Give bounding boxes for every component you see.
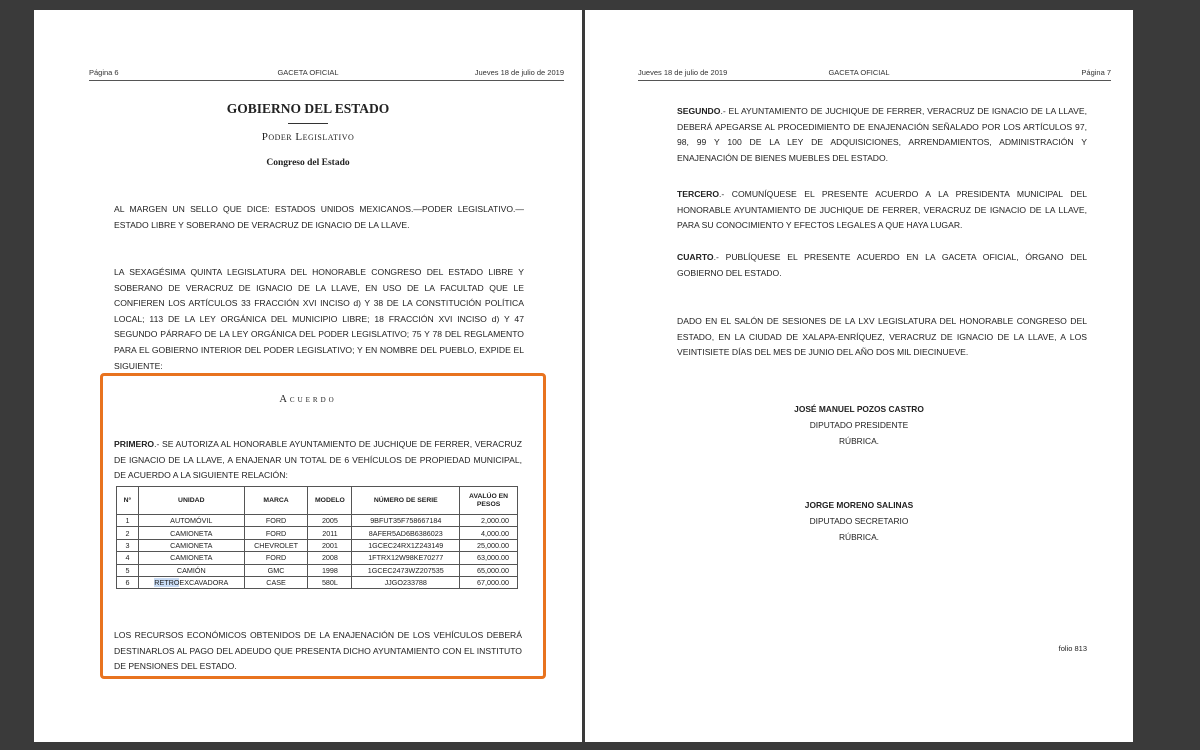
col-modelo: MODELO: [308, 487, 352, 515]
cuarto-text: .- PUBLÍQUESE EL PRESENTE ACUERDO EN LA GACETA OFICIAL, ÓRGANO DEL GOBIERNO DEL ESTADO.: [677, 252, 1087, 278]
cell-unidad: CAMIONETA: [138, 552, 244, 564]
cell-marca: CASE: [244, 576, 308, 588]
col-marca: MARCA: [244, 487, 308, 515]
cell-avaluo: 67,000.00: [460, 576, 518, 588]
cell-num: 6: [117, 576, 139, 588]
signer1-role: DIPUTADO PRESIDENTE: [809, 420, 909, 430]
col-num: N°: [117, 487, 139, 515]
dado-paragraph: DADO EN EL SALÓN DE SESIONES DE LA LXV LEGISLATURA DEL HONORABLE CONGRESO DEL ESTADO, EN LA CIUDAD DE XALAPA-ENRÍQUEZ, VERACRUZ DE IGNACIO DE LA LLAVE, A LOS VEINTISIETE DÍAS DEL MES DE JUNIO DEL AÑO DOS MIL DIECINUEVE.: [677, 316, 1087, 358]
cuarto-label: CUARTO: [677, 252, 714, 262]
acuerdo-heading: Acuerdo: [279, 394, 337, 405]
tercero-label: TERCERO: [677, 189, 720, 199]
cell-serie: JJGO233788: [352, 576, 460, 588]
folio-number: folio 813: [1058, 644, 1087, 653]
segundo-label: SEGUNDO: [677, 106, 721, 116]
cell-avaluo: 4,000.00: [460, 527, 518, 539]
primero-label: PRIMERO: [114, 439, 155, 449]
header-rule: [638, 80, 1111, 81]
issue-date: Jueves 18 de julio de 2019: [638, 68, 728, 77]
cell-marca: FORD: [244, 552, 308, 564]
cell-num: 2: [117, 527, 139, 539]
seal-paragraph: AL MARGEN UN SELLO QUE DICE: ESTADOS UNIDOS MEXICANOS.—PODER LEGISLATIVO.—ESTADO LIBRE Y SOBERANO DE VERACRUZ DE IGNACIO DE LA LLAVE.: [114, 204, 524, 230]
page-number: Página 7: [1081, 68, 1111, 77]
cell-avaluo: 63,000.00: [460, 552, 518, 564]
col-unidad: UNIDAD: [138, 487, 244, 515]
cell-modelo: 2008: [308, 552, 352, 564]
signer2-role: DIPUTADO SECRETARIO: [809, 516, 909, 526]
cell-avaluo: 25,000.00: [460, 539, 518, 551]
cell-modelo: 580L: [308, 576, 352, 588]
selected-text[interactable]: RETRO: [154, 578, 180, 588]
cell-modelo: 2011: [308, 527, 352, 539]
cell-num: 5: [117, 564, 139, 576]
tercero-paragraph: [677, 187, 1087, 234]
signer2-name: JORGE MORENO SALINAS: [804, 500, 914, 510]
col-avaluo: AVALÚO EN PESOS: [460, 487, 518, 515]
cell-serie: 8AFER5AD6B6386023: [352, 527, 460, 539]
cell-unidad: CAMIONETA: [138, 539, 244, 551]
congress-name: Congreso del Estado: [266, 158, 350, 168]
issue-date: Jueves 18 de julio de 2019: [474, 68, 564, 77]
gov-title: GOBIERNO DEL ESTADO: [226, 101, 390, 116]
cell-num: 4: [117, 552, 139, 564]
segundo-text: .- EL AYUNTAMIENTO DE JUCHIQUE DE FERRER, VERACRUZ DE IGNACIO DE LA LLAVE, DEBERÁ APEGARSE AL PROCEDIMIENTO DE ENAJENACIÓN SEÑALADO POR LOS ARTÍCULOS 97, 98, 99 Y 100 DE LA LEY DE ADQUISICIONES, ARRENDAMIENTOS, ADMINISTRACIÓN Y ENAJENACIÓN DE BIENES MUEBLES DEL ESTADO.: [677, 106, 1087, 163]
cell-serie: 1FTRX12W98KE70277: [352, 552, 460, 564]
col-serie: NÚMERO DE SERIE: [352, 487, 460, 515]
preamble-paragraph: LA SEXAGÉSIMA QUINTA LEGISLATURA DEL HONORABLE CONGRESO DEL ESTADO LIBRE Y SOBERANO DE VERACRUZ DE IGNACIO DE LA LLAVE, EN USO DE LA FACULTAD QUE LE CONFIEREN LOS ARTÍCULOS 33 FRACCIÓN XVI INCISO d) Y 38 DE LA CONSTITUCIÓN POLÍTICA LOCAL; 113 DE LA LEY ORGÁNICA DEL MUNICIPIO LIBRE; 18 FRACCIÓN XVI INCISO d) Y 47 SEGUNDO PÁRRAFO DE LA LEY ORGÁNICA DEL PODER LEGISLATIVO; 75 Y 78 DEL REGLAMENTO PARA EL GOBIERNO INTERIOR DEL PODER LEGISLATIVO; Y EN NOMBRE DEL PUEBLO, EXPIDE EL SIGUIENTE:: [114, 267, 524, 371]
cuarto-paragraph: [677, 250, 1087, 281]
cell-num: 1: [117, 515, 139, 527]
signer1-rubrica: RÚBRICA.: [838, 436, 880, 446]
segundo-paragraph: [677, 104, 1087, 166]
cell-avaluo: 65,000.00: [460, 564, 518, 576]
page-number: Página 6: [89, 68, 119, 77]
cell-unidad: CAMIÓN: [138, 564, 244, 576]
header-rule: [89, 80, 564, 81]
gov-subtitle: Poder Legislativo: [261, 131, 355, 143]
cell-modelo: 2001: [308, 539, 352, 551]
signer2-rubrica: RÚBRICA.: [838, 532, 880, 542]
annotation-highlight-box: [100, 373, 546, 679]
cell-serie: 1GCEC2473WZ207535: [352, 564, 460, 576]
gazette-name: GACETA OFICIAL: [828, 68, 890, 77]
gazette-name: GACETA OFICIAL: [277, 68, 339, 77]
page-7: [585, 10, 1133, 742]
signer1-name: JOSÉ MANUEL POZOS CASTRO: [794, 404, 924, 414]
cell-modelo: 1998: [308, 564, 352, 576]
closing-paragraph: LOS RECURSOS ECONÓMICOS OBTENIDOS DE LA ENAJENACIÓN DE LOS VEHÍCULOS DEBERÁ DESTINARLOS AL PAGO DEL ADEUDO QUE PRESENTA DICHO AYUNTAMIENTO CON EL INSTITUTO DE PENSIONES DEL ESTADO.: [114, 630, 522, 672]
cell-marca: FORD: [244, 515, 308, 527]
cell-marca: CHEVROLET: [244, 539, 308, 551]
cell-marca: GMC: [244, 564, 308, 576]
cell-unidad: AUTOMÓVIL: [138, 515, 244, 527]
cell-serie: 9BFUT35F758667184: [352, 515, 460, 527]
tercero-text: .- COMUNÍQUESE EL PRESENTE ACUERDO A LA PRESIDENTA MUNICIPAL DEL HONORABLE AYUNTAMIENTO DE JUCHIQUE DE FERRER, VERACRUZ DE IGNACIO DE LA LLAVE, PARA SU CONOCIMIENTO Y EFECTOS LEGALES A QUE HAYA LUGAR.: [677, 189, 1087, 231]
unselected-text: EXCAVADORA: [179, 578, 229, 588]
primero-text: .- SE AUTORIZA AL HONORABLE AYUNTAMIENTO DE JUCHIQUE DE FERRER, VERACRUZ DE IGNACIO DE LA LLAVE, A ENAJENAR UN TOTAL DE 6 VEHÍCULOS DE PROPIEDAD MUNICIPAL, DE ACUERDO A LA SIGUIENTE RELACIÓN:: [114, 439, 522, 481]
cell-marca: FORD: [244, 527, 308, 539]
cell-serie: 1GCEC24RX1Z243149: [352, 539, 460, 551]
title-rule: [288, 123, 328, 124]
cell-modelo: 2005: [308, 515, 352, 527]
cell-num: 3: [117, 539, 139, 551]
cell-unidad: CAMIONETA: [138, 527, 244, 539]
cell-avaluo: 2,000.00: [460, 515, 518, 527]
